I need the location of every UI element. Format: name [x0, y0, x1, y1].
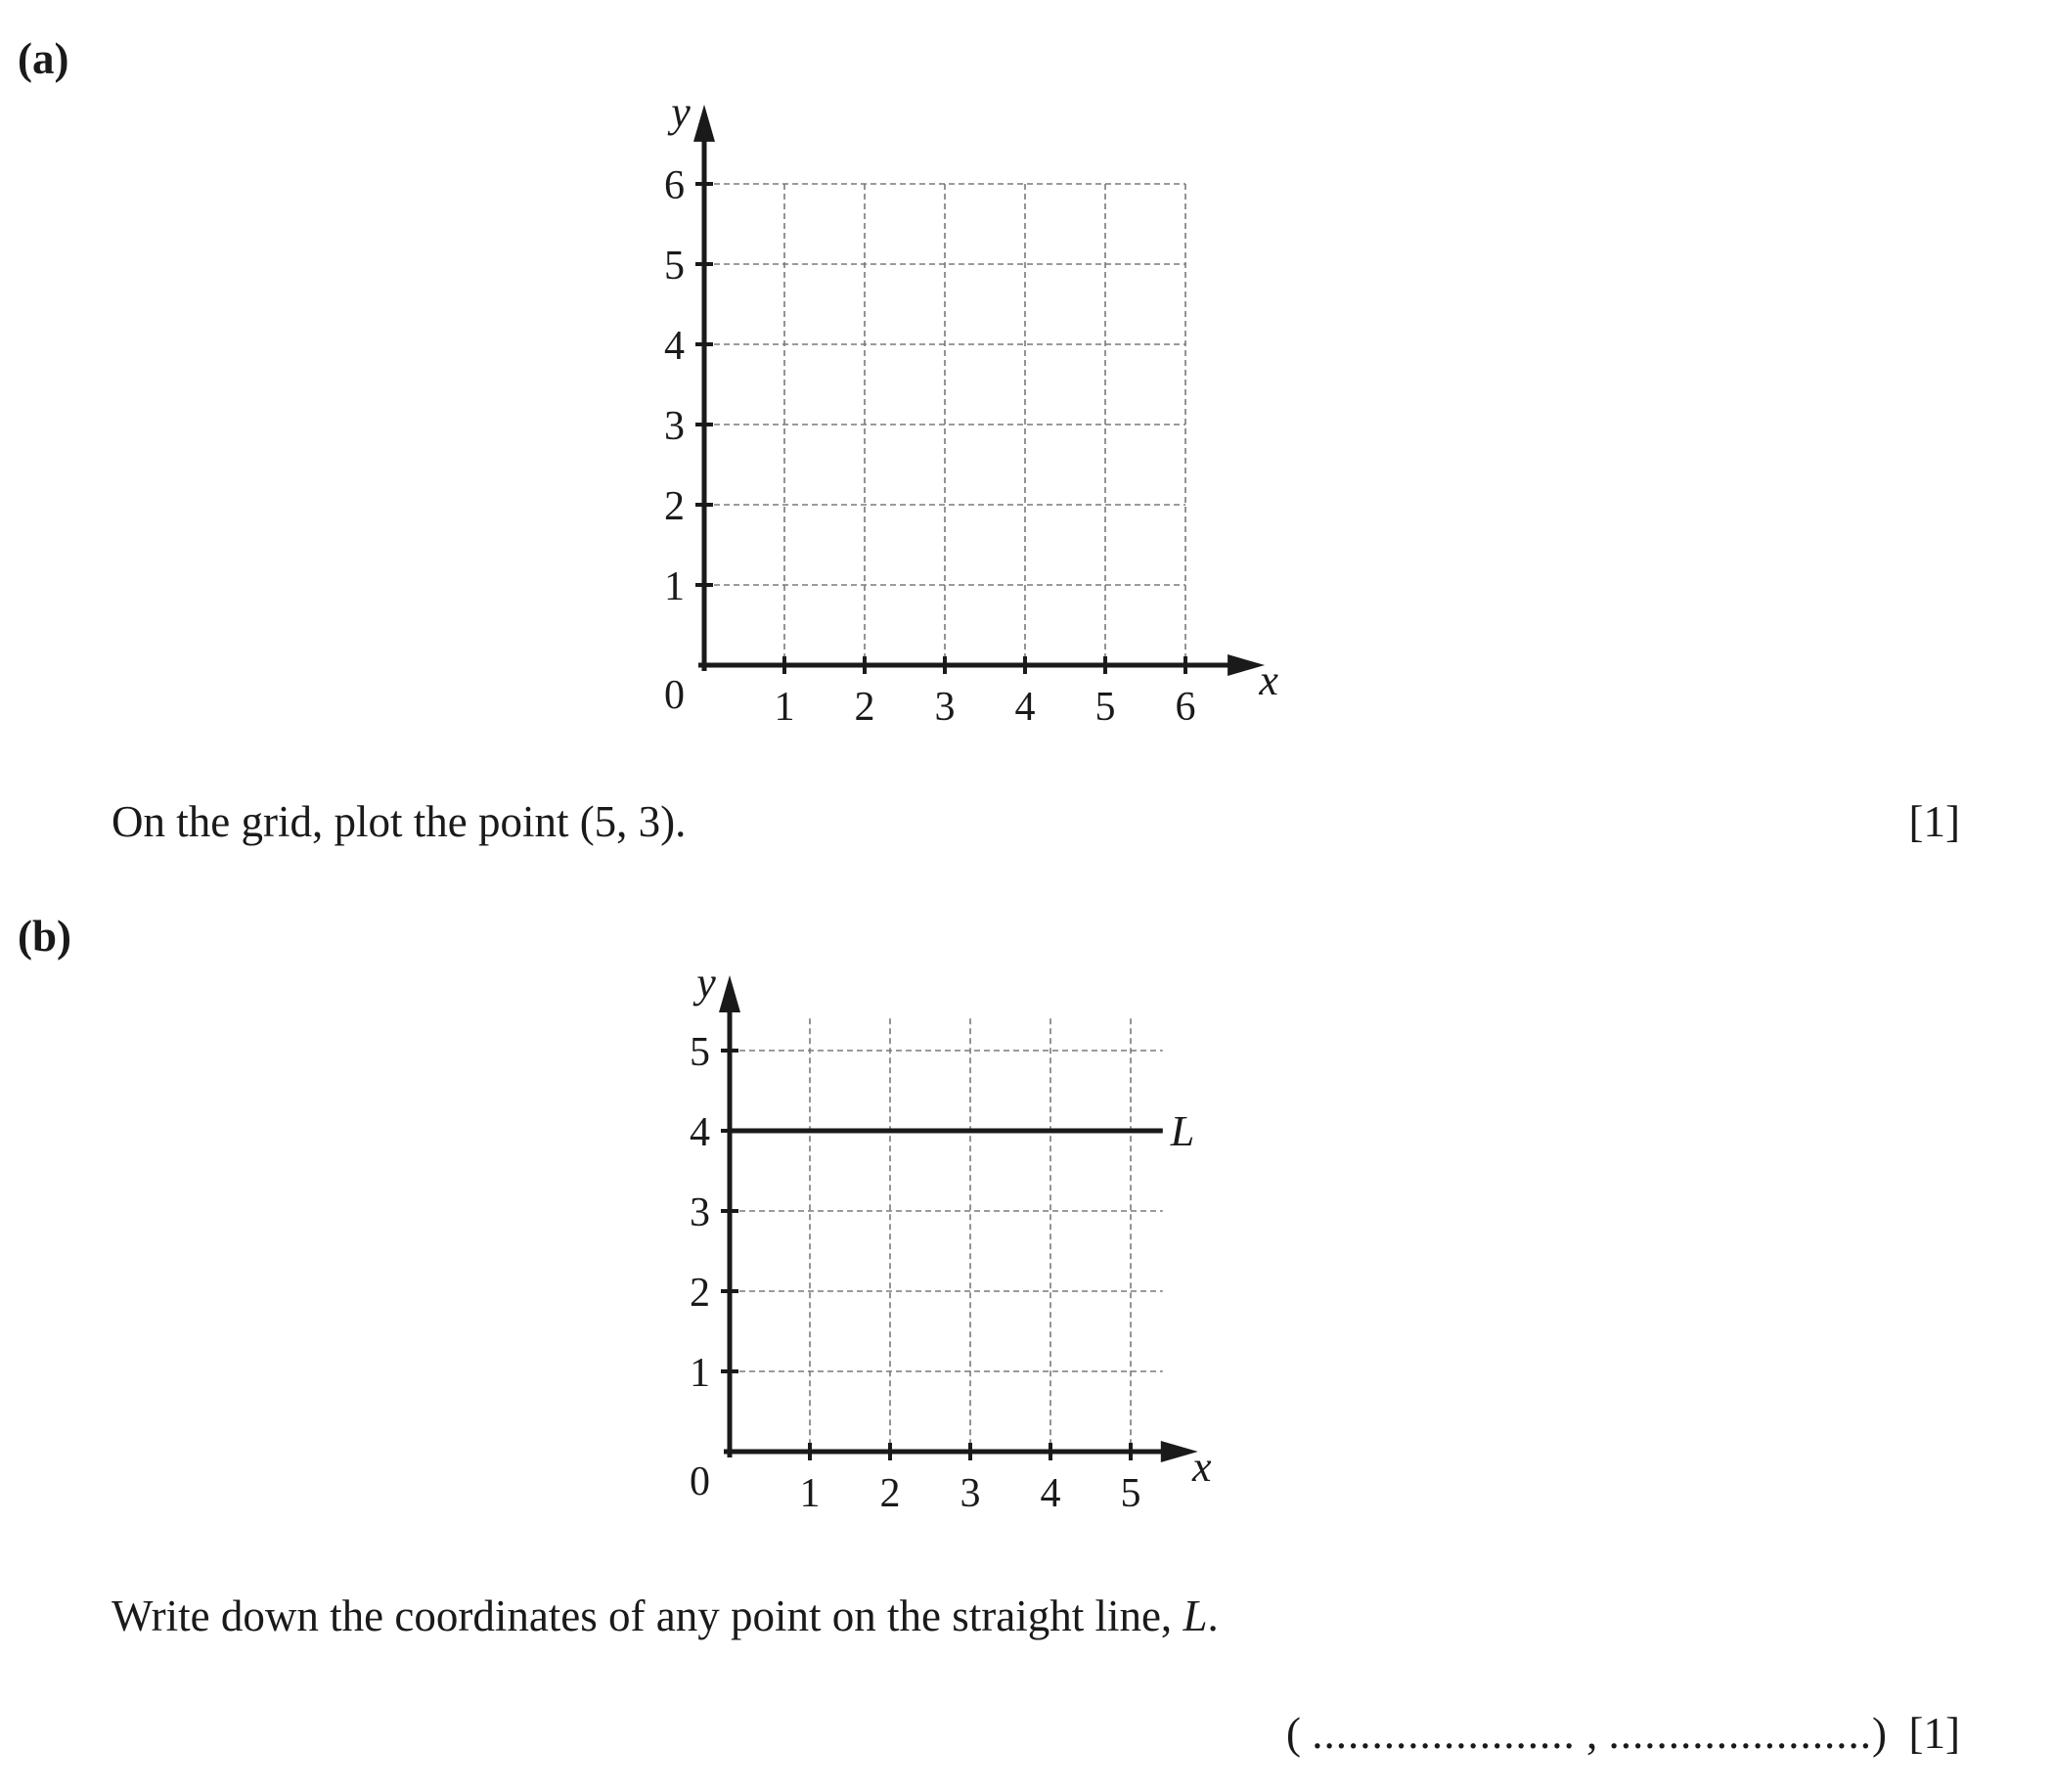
y-tick-label: 2: [664, 484, 685, 529]
answer-close-paren: ): [1872, 1709, 1888, 1758]
part-a-label: (a): [18, 34, 69, 83]
y-tick-label: 5: [690, 1030, 710, 1075]
graph-a[interactable]: [626, 87, 1278, 763]
x-tick-label: 5: [1094, 685, 1116, 730]
answer-open-paren: (: [1286, 1709, 1302, 1758]
y-axis-label: y: [671, 87, 691, 136]
part-b-marks: [1]: [1908, 1709, 1960, 1758]
part-b-question-end: .: [1207, 1591, 1219, 1640]
y-tick-label: 4: [690, 1110, 710, 1155]
x-tick-label: 1: [799, 1471, 821, 1516]
x-tick-label: 3: [960, 1471, 981, 1516]
y-tick-label: 5: [664, 244, 685, 289]
part-b-question: [112, 1591, 1219, 1640]
y-tick-label: 1: [690, 1351, 710, 1396]
part-b-question-text: Write down the coordinates of any point on the straight line,: [112, 1591, 1183, 1640]
x-tick-label: 5: [1120, 1471, 1141, 1516]
origin-label: 0: [664, 673, 685, 718]
y-tick-label: 2: [690, 1271, 710, 1316]
y-tick-label: 3: [690, 1190, 710, 1235]
x-axis-label: x: [1192, 1443, 1212, 1491]
y-axis-arrow-icon: [719, 975, 740, 1012]
x-tick-label: 2: [879, 1471, 901, 1516]
part-a-marks: [1]: [1908, 797, 1960, 846]
y-tick-label: 3: [664, 404, 685, 449]
origin-label: 0: [690, 1459, 710, 1504]
part-b-label: (b): [18, 912, 71, 961]
answer-comma: ,: [1586, 1709, 1598, 1758]
x-tick-label: 6: [1175, 685, 1196, 730]
answer-coordinates: [1286, 1709, 1960, 1758]
answer-y-field[interactable]: ......................: [1608, 1709, 1873, 1758]
x-tick-label: 4: [1040, 1471, 1061, 1516]
x-tick-label: 3: [934, 685, 956, 730]
y-tick-label: 6: [664, 163, 685, 208]
y-tick-label: 4: [664, 324, 685, 369]
y-axis-label: y: [696, 959, 716, 1007]
line-name-ref: L: [1183, 1591, 1208, 1640]
graph-b[interactable]: [646, 939, 1232, 1546]
y-tick-label: 1: [664, 564, 685, 609]
part-a-question: On the grid, plot the point (5, 3).: [112, 797, 687, 846]
series-label-l: L: [1170, 1107, 1195, 1155]
x-axis-label: x: [1259, 656, 1278, 704]
x-tick-label: 1: [774, 685, 795, 730]
x-tick-label: 4: [1014, 685, 1036, 730]
x-tick-label: 2: [854, 685, 875, 730]
answer-x-field[interactable]: ......................: [1312, 1709, 1576, 1758]
y-axis-arrow-icon: [693, 105, 715, 142]
